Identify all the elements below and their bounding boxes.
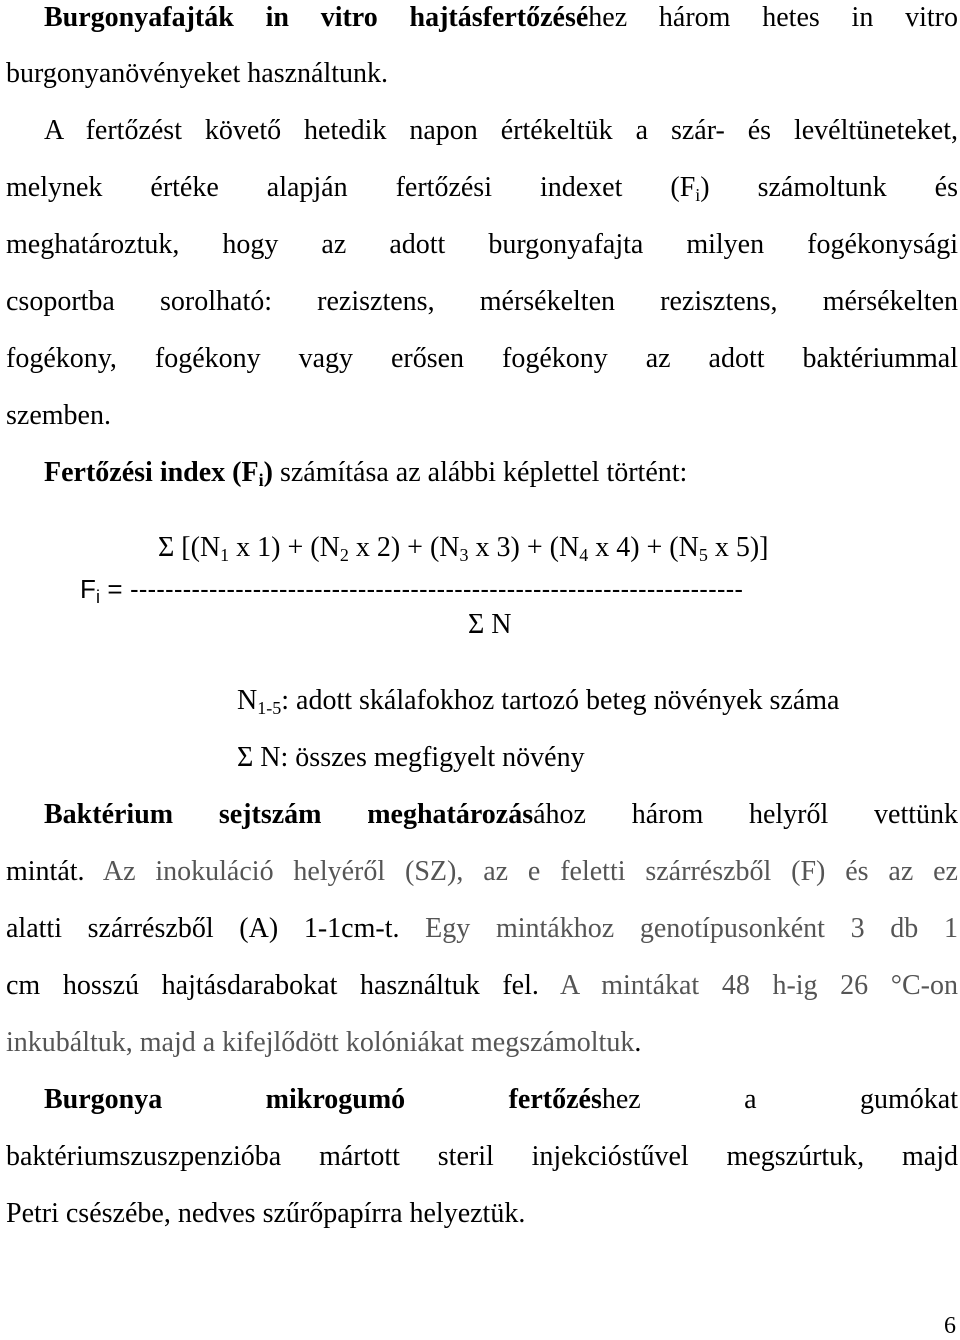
formula-part: Σ [(N [158,532,221,563]
formula-part: x 3) + (N [468,532,580,563]
text: a [744,1084,757,1115]
subscript: 4 [579,545,589,565]
text: alatti szárrészből (A) 1-1cm-t. [6,913,400,944]
text: hez három hetes in vitro [588,2,958,33]
subscript: i [95,587,101,607]
subscript: 5 [698,545,708,565]
text: melynek értéke alapján fertőzési indexet (F [6,172,696,203]
paragraph-3-line-2 [6,856,958,888]
formula-lhs: F [80,574,96,604]
subscript: 2 [339,545,349,565]
paragraph-1-line-1 [44,2,958,34]
text: : adott skálafokhoz tartozó beteg növények száma [281,685,840,716]
text: hez [601,1084,641,1115]
text: cm hosszú hajtásdarabokat használtuk fel. [6,970,539,1001]
legend-sum: Σ N: összes megfigyelt növény [237,742,585,773]
paragraph-2-line-2 [6,172,958,204]
text: A mintákat 48 h-ig 26 °C-on [538,970,958,1001]
subscript: 3 [459,545,469,565]
paragraph-3-line-4 [6,970,958,1002]
text: ához három helyről vettünk [533,799,959,830]
symbol: N [237,685,258,716]
paragraph-2-line-5: fogékony, fogékony vagy erősen fogékony az adott baktériummal [6,343,958,374]
text: ) számoltunk és [700,172,958,203]
bold-term: Burgonya [44,1084,163,1115]
subscript: i [258,470,264,490]
text: mintát. [6,856,85,887]
bold-term: Fertőzési index (F [44,457,259,488]
paragraph-3-line-1 [44,799,958,831]
formula-numerator [158,532,769,564]
bold-term: fertőzés [508,1084,602,1115]
subscript: 1-5 [257,698,282,718]
subscript: 1 [220,545,230,565]
paragraph-2-line-1: A fertőzést követő hetedik napon értékeltük a szár- és levéltüneteket, [44,115,958,146]
bold-term: Baktérium sejtszám meghatározás [44,799,534,830]
word-group [509,1084,641,1116]
fraction-bar: = ---------------------------------------------------------------------- [100,574,744,604]
bold-term: Burgonyafajták in vitro hajtásfertőzésé [44,2,589,33]
paragraph-1-line-2: burgonyanövényeket használtunk. [6,58,389,89]
formula-intro [44,457,958,489]
formula-denominator: Σ N [468,609,512,640]
page-number: 6 [944,1313,956,1339]
text: inkubáltuk, majd a kifejlődött kolóniákat megszámoltuk [6,1027,635,1058]
paragraph-4-line-2: baktériumszuszpenzióba mártott steril injekcióstűvel megszúrtuk, majd [6,1141,958,1172]
paragraph-2-line-6: szemben. [6,400,111,431]
text: számítása az alábbi képlettel történt: [272,457,688,488]
paragraph-2-line-4: csoportba sorolható: rezisztens, mérsékelten rezisztens, mérsékelten [6,286,958,317]
paragraph-3-line-5 [6,1027,958,1059]
bold-term: mikrogumó [265,1084,406,1115]
paragraph-2-line-3: meghatároztuk, hogy az adott burgonyafajta milyen fogékonysági [6,229,958,260]
formula-part: x 2) + (N [348,532,460,563]
text: gumókat [860,1084,958,1115]
paragraph-3-line-3 [6,913,958,945]
paragraph-4-line-1 [44,1084,958,1116]
formula-part: x 5)] [707,532,769,563]
text: Az inokuláció helyéről (SZ), az e feletti szárrészből (F) és az ez [84,856,958,887]
formula-part: x 1) + (N [229,532,340,563]
subscript: i [695,185,701,205]
text: . [634,1027,642,1058]
formula-fraction-line [80,573,743,605]
text: Egy mintákhoz genotípusonként 3 db 1 [399,913,958,944]
paragraph-4-line-3: Petri csészébe, nedves szűrőpapírra helyeztük. [6,1198,526,1229]
formula-part: x 4) + (N [588,532,699,563]
legend-n [237,685,839,717]
bold-term: ) [263,457,273,488]
